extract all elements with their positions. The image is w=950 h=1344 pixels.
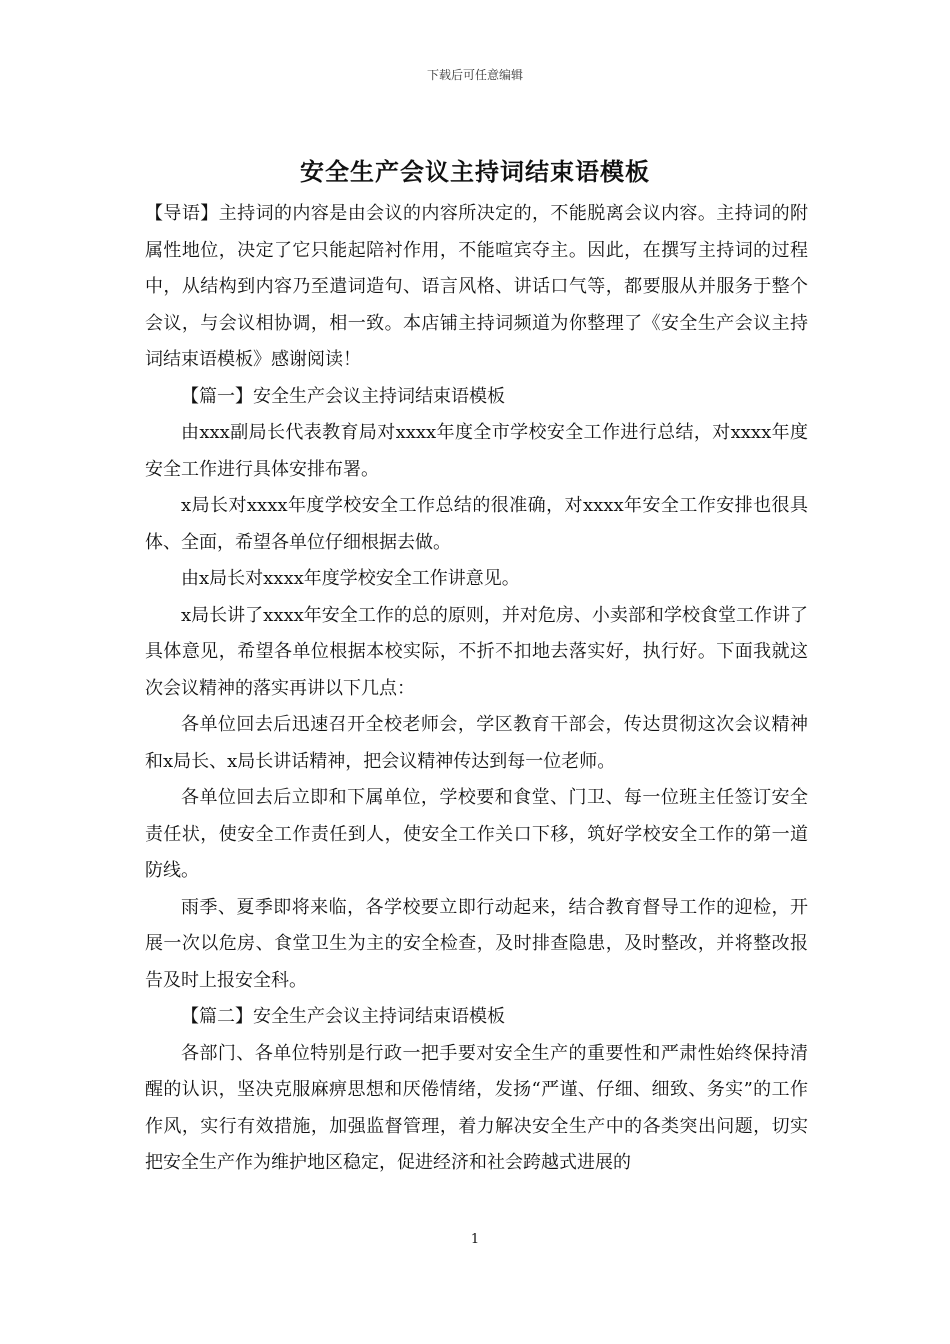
body-paragraph: 各单位回去后立即和下属单位，学校要和食堂、门卫、每一位班主任签订安全责任状，使安全工作责任到人，使安全工作关口下移，筑好学校安全工作的第一道防线。 [145, 787, 808, 881]
document-body [145, 196, 808, 1182]
page-number: 1 [470, 1232, 480, 1247]
intro-paragraph: 【导语】主持词的内容是由会议的内容所决定的，不能脱离会议内容。主持词的附属性地位，决定了它只能起陪衬作用，不能喧宾夺主。因此，在撰写主持词的过程中，从结构到内容乃至遣词造句、语言风格、讲话口气等，都要服从并服务于整个会议，与会议相协调，相一致。本店铺主持词频道为你整理了《安全生产会议主持词结束语模板》感谢阅读！ [145, 203, 808, 370]
document-title: 安全生产会议主持词结束语模板 [300, 157, 650, 186]
body-paragraph: 由xxx副局长代表教育局对xxxx年度全市学校安全工作进行总结，对xxxx年度安全工作进行具体安排布署。 [145, 422, 808, 480]
section-heading-2: 【篇二】安全生产会议主持词结束语模板 [181, 1006, 505, 1027]
body-paragraph: 由x局长对xxxx年度学校安全工作讲意见。 [181, 568, 520, 589]
section-heading-1: 【篇一】安全生产会议主持词结束语模板 [181, 385, 505, 407]
body-paragraph: 各部门、各单位特别是行政一把手要对安全生产的重要性和严肃性始终保持清醒的认识，坚决克服麻痹思想和厌倦情绪，发扬“严谨、仔细、细致、务实”的工作作风，实行有效措施，加强监督管理，着力解决安全生产中的各类突出问题，切实把安全生产作为维护地区稳定，促进经济和社会跨越式进展的 [145, 1042, 808, 1173]
body-paragraph: x局长对xxxx年度学校安全工作总结的很准确，对xxxx年安全工作安排也很具体、全面，希望各单位仔细根据去做。 [145, 495, 808, 553]
body-paragraph: x局长讲了xxxx年安全工作的总的原则，并对危房、小卖部和学校食堂工作讲了具体意见，希望各单位根据本校实际，不折不扣地去落实好，执行好。下面我就这次会议精神的落实再讲以下几点： [145, 604, 808, 699]
body-paragraph: 雨季、夏季即将来临，各学校要立即行动起来，结合教育督导工作的迎检，开展一次以危房、食堂卫生为主的安全检查，及时排查隐患，及时整改，并将整改报告及时上报安全科。 [145, 896, 808, 991]
header-note: 下载后可任意编辑 [426, 68, 523, 82]
body-paragraph: 各单位回去后迅速召开全校老师会，学区教育干部会，传达贯彻这次会议精神和x局长、x局长讲话精神，把会议精神传达到每一位老师。 [145, 714, 808, 772]
